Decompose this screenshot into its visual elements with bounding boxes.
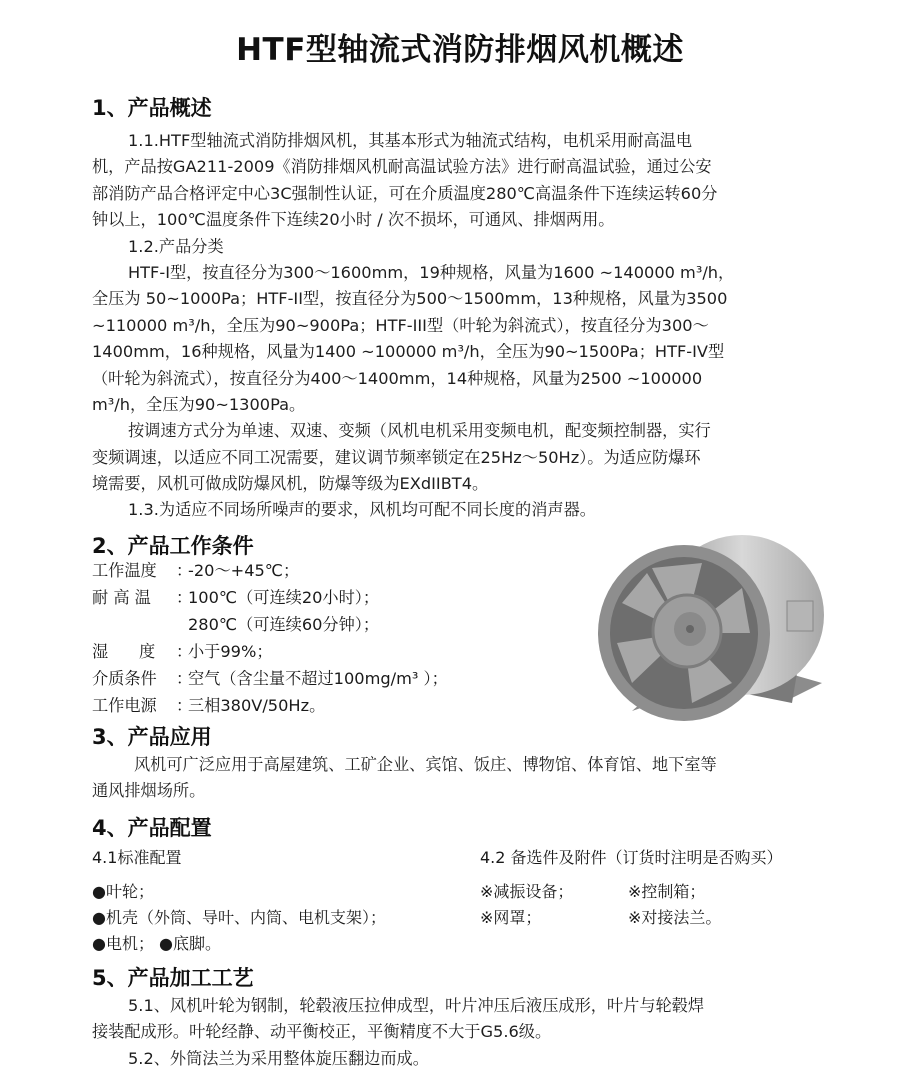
- section-2-heading: 2、产品工作条件: [92, 534, 254, 558]
- condition-row: 介质条件 ：空气（含尘量不超过100mg/m³ ）；: [92, 669, 448, 688]
- section-4-heading: 4、产品配置: [92, 816, 212, 840]
- list-item: ※减振设备；: [480, 882, 574, 901]
- optional-col-2: [628, 879, 721, 931]
- condition-row: 湿 度 ：小于99%；: [92, 642, 273, 661]
- condition-row: 耐 高 温 ：100℃（可连续20小时）；: [92, 588, 380, 607]
- standard-config: [92, 845, 386, 957]
- subheading-1-2: 1.2.产品分类: [128, 236, 224, 256]
- optional-col-1: [480, 879, 573, 931]
- text-line: HTF-I型，按直径分为300～1600mm，19种规格，风量为1600 ~140000 m³/h，: [128, 262, 735, 282]
- condition-row: 280℃（可连续60分钟）；: [188, 615, 380, 634]
- list-item: ●叶轮；: [92, 882, 154, 901]
- list-item: ●电机； ●底脚。: [92, 934, 222, 953]
- axial-fan-image: [592, 533, 840, 725]
- text-line: （叶轮为斜流式），按直径分为400～1400mm，14种规格，风量为2500 ~100000: [92, 368, 703, 388]
- list-item: ●机壳（外筒、导叶、内筒、电机支架）；: [92, 908, 386, 927]
- text-line: 5.2、外筒法兰为采用整体旋压翻边而成。: [128, 1048, 429, 1068]
- optional-config-title: 4.2 备选件及附件（订货时注明是否购买）: [480, 848, 783, 867]
- optional-accessories: [480, 845, 783, 879]
- subheading-1-3: 1.3.为适应不同场所噪声的要求，风机均可配不同长度的消声器。: [128, 500, 596, 520]
- text-line: ~110000 m³/h，全压为90~900Pa；HTF-III型（叶轮为斜流式），按直径分为300～: [92, 315, 709, 335]
- page-title: HTF型轴流式消防排烟风机概述: [236, 32, 684, 68]
- text-line: 接装配成形。叶轮经静、动平衡校正，平衡精度不大于G5.6级。: [92, 1022, 552, 1042]
- section-3-application: [92, 752, 840, 805]
- condition-row: 工作温度 ：-20～+45℃；: [92, 561, 300, 580]
- text-line: 风机可广泛应用于高屋建筑、工矿企业、宾馆、饭庄、博物馆、体育馆、地下室等: [134, 755, 717, 774]
- text-line: 钟以上，100℃温度条件下连续20小时 / 次不损坏，可通风、排烟两用。: [92, 210, 615, 230]
- section-5-process: [92, 993, 840, 1072]
- text-line: 境需要，风机可做成防爆风机，防爆等级为EXdIIBT4。: [92, 474, 489, 494]
- section-3-heading: 3、产品应用: [92, 725, 212, 749]
- list-item: ※对接法兰。: [628, 908, 722, 927]
- text-line: 1.1.HTF型轴流式消防排烟风机，其基本形式为轴流式结构，电机采用耐高温电: [128, 131, 693, 150]
- text-line: 机，产品按GA211-2009《消防排烟风机耐高温试验方法》进行耐高温试验，通过公安: [92, 157, 712, 177]
- section-1-heading: 1、产品概述: [92, 96, 212, 120]
- list-item: ※控制箱；: [628, 882, 706, 901]
- standard-config-title: 4.1标准配置: [92, 848, 182, 867]
- text-line: 通风排烟场所。: [92, 781, 206, 801]
- working-conditions: [92, 557, 448, 719]
- text-line: m³/h，全压为90~1300Pa。: [92, 394, 306, 414]
- text-line: 1400mm，16种规格，风量为1400 ~100000 m³/h，全压为90~1500Pa；HTF-IV型: [92, 342, 725, 362]
- text-line: 部消防产品合格评定中心3C强制性认证，可在介质温度280℃高温条件下连续运转60分: [92, 183, 718, 203]
- list-item: ※网罩；: [480, 908, 542, 927]
- section-5-heading: 5、产品加工工艺: [92, 966, 254, 990]
- text-line: 全压为 50~1000Pa；HTF-II型，按直径分为500～1500mm，13种规格，风量为3500: [92, 289, 728, 309]
- text-line: 按调速方式分为单速、双速、变频（风机电机采用变频电机，配变频控制器，实行: [128, 421, 711, 441]
- section-1-overview: [92, 128, 840, 524]
- text-line: 变频调速，以适应不同工况需要，建议调节频率锁定在25Hz～50Hz）。为适应防爆环: [92, 447, 701, 467]
- condition-row: 工作电源 ：三相380V/50Hz。: [92, 696, 326, 715]
- text-line: 5.1、风机叶轮为钢制，轮毂液压拉伸成型，叶片冲压后液压成形，叶片与轮毂焊: [128, 996, 705, 1015]
